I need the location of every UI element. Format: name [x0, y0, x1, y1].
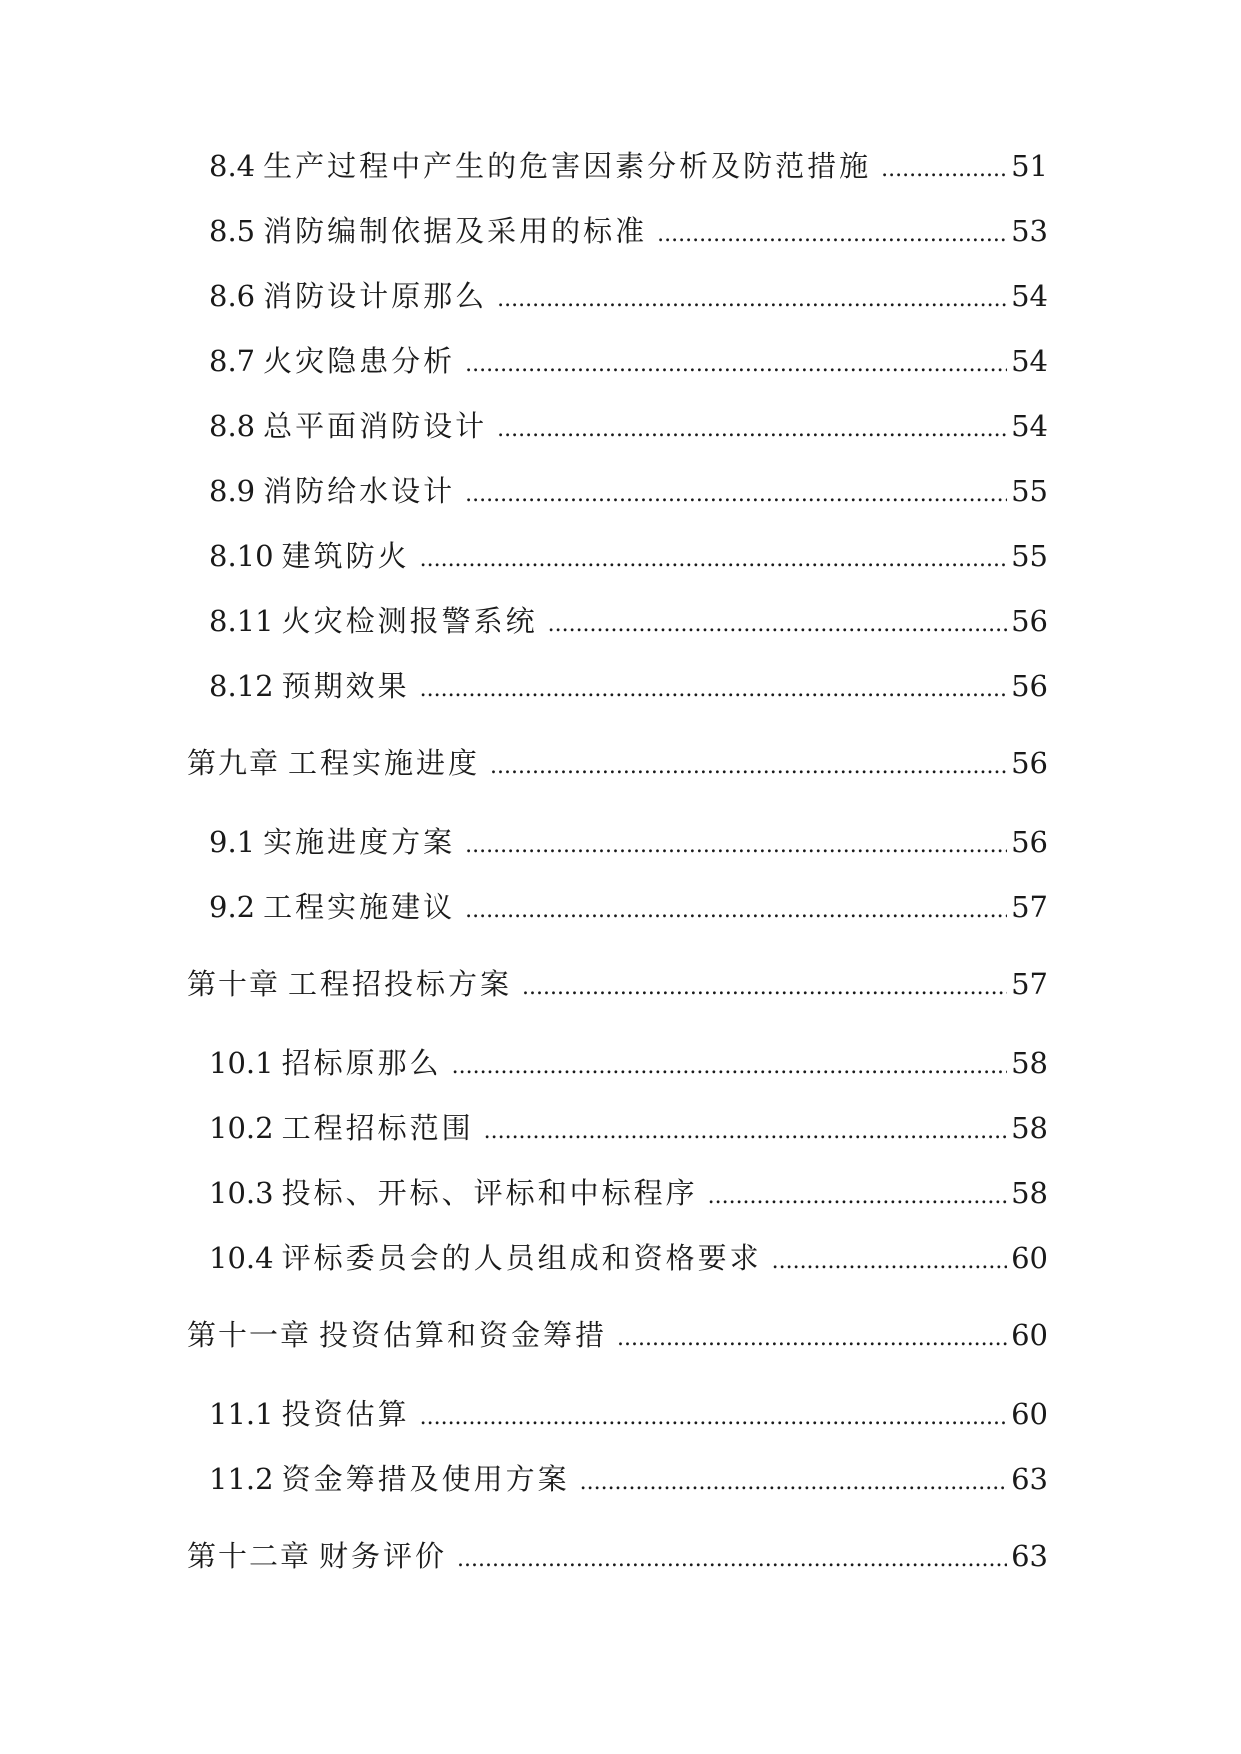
dot-leader [497, 408, 1007, 448]
toc-entry-page: 58 [1011, 1046, 1048, 1080]
toc-entry-page: 55 [1011, 539, 1048, 573]
toc-chapter-number: 第十章 [187, 967, 281, 1001]
toc-chapter-12[interactable] [187, 1538, 1048, 1603]
toc-entry-page: 58 [1011, 1176, 1048, 1210]
toc-entry-title: 资金筹措及使用方案 [281, 1462, 570, 1496]
dot-leader [497, 278, 1007, 318]
toc-entry-title: 建筑防火 [281, 539, 410, 573]
dot-leader [548, 603, 1008, 643]
toc-entry-8-8[interactable] [187, 408, 1048, 473]
toc-entry-8-10[interactable] [187, 538, 1048, 603]
toc-entry-8-12[interactable] [187, 668, 1048, 733]
dot-leader [772, 1240, 1008, 1280]
dot-leader [657, 213, 1007, 253]
toc-entry-title: 评标委员会的人员组成和资格要求 [281, 1241, 762, 1275]
toc-chapter-number: 第十一章 [187, 1318, 312, 1352]
dot-leader [617, 1317, 1007, 1357]
toc-entry-title: 投资估算 [281, 1397, 410, 1431]
table-of-contents [187, 148, 1048, 1603]
toc-entry-number: 11.1 [209, 1397, 274, 1431]
toc-entry-number: 8.5 [209, 214, 256, 248]
dot-leader [420, 538, 1008, 578]
dot-leader [465, 473, 1007, 513]
toc-entry-page: 55 [1011, 474, 1048, 508]
toc-entry-page: 60 [1011, 1241, 1048, 1275]
toc-entry-title: 消防给水设计 [263, 474, 456, 508]
toc-entry-11-1[interactable] [187, 1396, 1048, 1461]
toc-entry-8-7[interactable] [187, 343, 1048, 408]
toc-entry-page: 60 [1011, 1318, 1048, 1352]
dot-leader [420, 668, 1008, 708]
toc-entry-11-2[interactable] [187, 1461, 1048, 1526]
toc-chapter-10[interactable] [187, 966, 1048, 1031]
dot-leader [465, 343, 1007, 383]
toc-entry-page: 54 [1011, 409, 1048, 443]
toc-entry-page: 56 [1011, 825, 1048, 859]
toc-chapter-title: 财务评价 [319, 1539, 448, 1573]
toc-entry-page: 56 [1011, 746, 1048, 780]
toc-chapter-11[interactable] [187, 1317, 1048, 1382]
toc-entry-page: 58 [1011, 1111, 1048, 1145]
toc-entry-number: 10.2 [209, 1111, 274, 1145]
toc-entry-number: 8.8 [209, 409, 256, 443]
toc-entry-title: 火灾隐患分析 [263, 344, 456, 378]
toc-entry-number: 8.7 [209, 344, 256, 378]
toc-entry-title: 实施进度方案 [263, 825, 456, 859]
toc-chapter-title: 投资估算和资金筹措 [319, 1318, 608, 1352]
toc-entry-number: 10.4 [209, 1241, 274, 1275]
toc-entry-number: 9.2 [209, 890, 256, 924]
toc-entry-8-6[interactable] [187, 278, 1048, 343]
toc-entry-page: 57 [1011, 890, 1048, 924]
toc-entry-8-5[interactable] [187, 213, 1048, 278]
toc-entry-title: 工程招标范围 [281, 1111, 474, 1145]
toc-entry-10-1[interactable] [187, 1045, 1048, 1110]
dot-leader [452, 1045, 1008, 1085]
toc-entry-number: 8.12 [209, 669, 274, 703]
dot-leader [490, 745, 1007, 785]
toc-entry-page: 53 [1011, 214, 1048, 248]
toc-entry-10-3[interactable] [187, 1175, 1048, 1240]
toc-entry-10-2[interactable] [187, 1110, 1048, 1175]
toc-entry-title: 工程实施建议 [263, 890, 456, 924]
toc-entry-page: 56 [1011, 604, 1048, 638]
dot-leader [484, 1110, 1008, 1150]
toc-entry-8-9[interactable] [187, 473, 1048, 538]
toc-entry-page: 54 [1011, 279, 1048, 313]
toc-entry-page: 63 [1011, 1539, 1048, 1573]
toc-entry-number: 8.11 [209, 604, 274, 638]
toc-entry-9-2[interactable] [187, 889, 1048, 954]
toc-entry-number: 10.1 [209, 1046, 274, 1080]
toc-entry-page: 60 [1011, 1397, 1048, 1431]
toc-chapter-title: 工程实施进度 [288, 746, 481, 780]
toc-entry-title: 消防编制依据及采用的标准 [263, 214, 648, 248]
dot-leader [522, 966, 1007, 1006]
toc-entry-10-4[interactable] [187, 1240, 1048, 1305]
toc-entry-number: 10.3 [209, 1176, 274, 1210]
toc-entry-page: 57 [1011, 967, 1048, 1001]
dot-leader [708, 1175, 1008, 1215]
toc-entry-title: 招标原那么 [281, 1046, 442, 1080]
dot-leader [881, 148, 1007, 188]
toc-entry-9-1[interactable] [187, 824, 1048, 889]
toc-entry-page: 54 [1011, 344, 1048, 378]
toc-chapter-9[interactable] [187, 745, 1048, 810]
toc-entry-8-11[interactable] [187, 603, 1048, 668]
toc-entry-number: 9.1 [209, 825, 256, 859]
toc-entry-title: 投标、开标、评标和中标程序 [281, 1176, 698, 1210]
toc-entry-page: 63 [1011, 1462, 1048, 1496]
toc-entry-number: 8.4 [209, 149, 256, 183]
toc-chapter-number: 第十二章 [187, 1539, 312, 1573]
dot-leader [420, 1396, 1008, 1436]
dot-leader [457, 1538, 1007, 1578]
toc-entry-title: 总平面消防设计 [263, 409, 488, 443]
toc-entry-title: 消防设计原那么 [263, 279, 488, 313]
toc-entry-title: 生产过程中产生的危害因素分析及防范措施 [263, 149, 872, 183]
toc-entry-title: 火灾检测报警系统 [281, 604, 538, 638]
toc-chapter-title: 工程招投标方案 [288, 967, 513, 1001]
toc-entry-number: 8.6 [209, 279, 256, 313]
toc-entry-page: 51 [1011, 149, 1048, 183]
dot-leader [580, 1461, 1008, 1501]
toc-chapter-number: 第九章 [187, 746, 281, 780]
toc-entry-page: 56 [1011, 669, 1048, 703]
dot-leader [465, 824, 1007, 864]
toc-entry-8-4[interactable] [187, 148, 1048, 213]
dot-leader [465, 889, 1007, 929]
toc-entry-number: 8.9 [209, 474, 256, 508]
toc-entry-number: 11.2 [209, 1462, 274, 1496]
toc-entry-number: 8.10 [209, 539, 274, 573]
toc-entry-title: 预期效果 [281, 669, 410, 703]
